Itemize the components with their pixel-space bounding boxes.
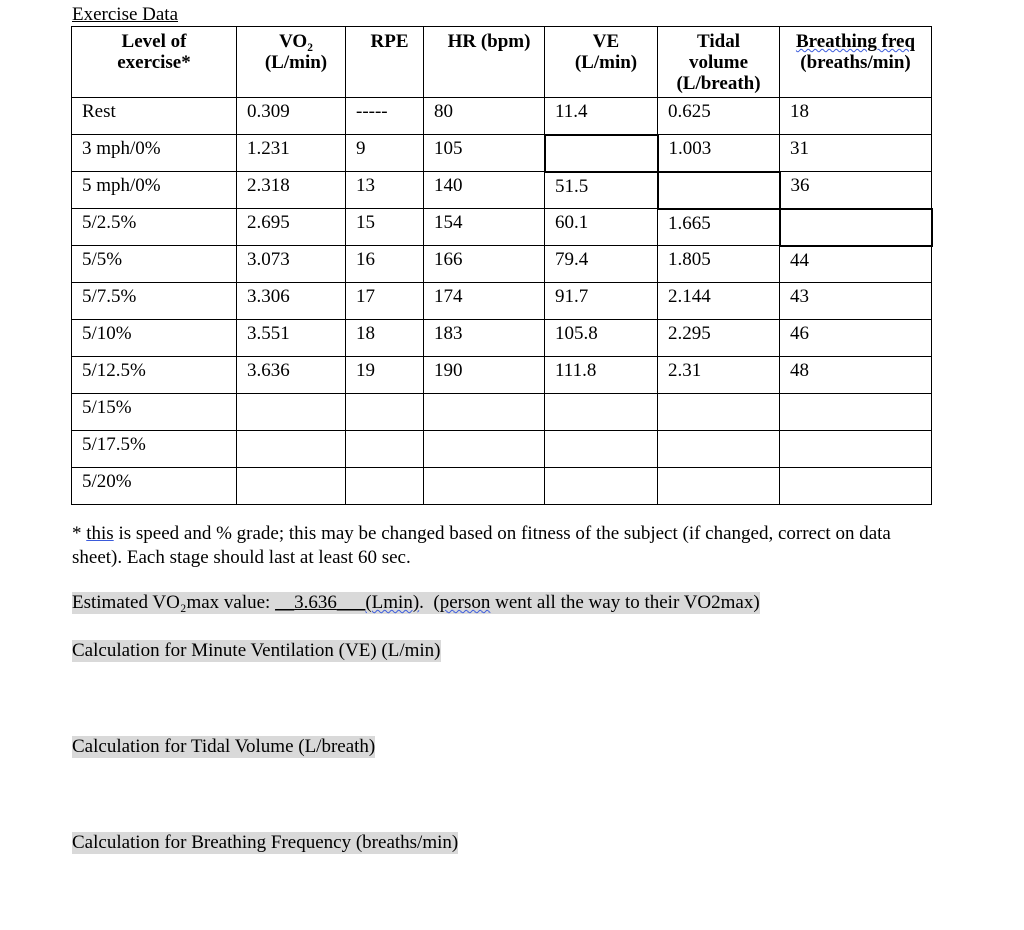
data-cell[interactable]: 183 [424, 320, 545, 357]
data-cell[interactable]: 2.695 [237, 209, 346, 246]
table-header-row [72, 27, 932, 98]
data-cell[interactable] [237, 394, 346, 431]
table-row [72, 246, 932, 283]
header-breathing-freq: Breathing freq (breaths/min) [780, 27, 932, 98]
exercise-level-cell: 5/2.5% [72, 209, 237, 246]
data-cell[interactable]: 31 [780, 135, 932, 172]
data-cell[interactable] [658, 172, 780, 209]
data-cell[interactable] [346, 468, 424, 505]
data-cell[interactable] [780, 468, 932, 505]
data-cell[interactable] [780, 209, 932, 246]
data-cell[interactable]: 91.7 [545, 283, 658, 320]
data-cell[interactable]: 36 [780, 172, 932, 209]
exercise-level-cell: 5/5% [72, 246, 237, 283]
table-row [72, 431, 932, 468]
exercise-level-cell: 5/20% [72, 468, 237, 505]
exercise-level-cell: 5/7.5% [72, 283, 237, 320]
data-cell[interactable]: 17 [346, 283, 424, 320]
table-row [72, 98, 932, 135]
data-cell[interactable]: 48 [780, 357, 932, 394]
exercise-level-cell: 5/15% [72, 394, 237, 431]
vo2max-line: Estimated VO₂max value: __3.636___(Lmin). (person went all the way to their VO2max) [72, 592, 760, 613]
table-row [72, 320, 932, 357]
data-cell[interactable]: 46 [780, 320, 932, 357]
calc-tidal-volume-heading: Calculation for Tidal Volume (L/breath) [72, 736, 376, 757]
data-cell[interactable]: 3.551 [237, 320, 346, 357]
data-cell[interactable] [658, 468, 780, 505]
header-hr: HR (bpm) [424, 27, 545, 98]
data-cell[interactable] [545, 431, 658, 468]
data-cell[interactable]: 15 [346, 209, 424, 246]
table-footnote: * this is speed and % grade; this may be changed based on fitness of the subject (if changed, correct on data sheet). Each stage should last at least 60 sec. [72, 523, 891, 568]
exercise-data-table [71, 26, 933, 505]
data-cell[interactable]: 1.003 [658, 135, 780, 172]
data-cell[interactable] [237, 431, 346, 468]
data-cell[interactable]: 140 [424, 172, 545, 209]
table-row [72, 357, 932, 394]
data-cell[interactable]: 44 [780, 246, 932, 283]
data-cell[interactable]: 9 [346, 135, 424, 172]
section-title: Exercise Data [72, 4, 179, 25]
data-cell[interactable]: 19 [346, 357, 424, 394]
data-cell[interactable] [545, 394, 658, 431]
data-cell[interactable] [346, 394, 424, 431]
data-cell[interactable]: 166 [424, 246, 545, 283]
data-cell[interactable] [780, 431, 932, 468]
header-level: Level of exercise* [72, 27, 237, 98]
data-cell[interactable]: 1.231 [237, 135, 346, 172]
data-cell[interactable] [658, 394, 780, 431]
data-cell[interactable]: 190 [424, 357, 545, 394]
data-cell[interactable]: 16 [346, 246, 424, 283]
exercise-level-cell: 5/17.5% [72, 431, 237, 468]
data-cell[interactable]: 154 [424, 209, 545, 246]
data-cell[interactable]: ----- [346, 98, 424, 135]
data-cell[interactable]: 13 [346, 172, 424, 209]
data-cell[interactable]: 105 [424, 135, 545, 172]
data-cell[interactable] [424, 431, 545, 468]
exercise-level-cell: Rest [72, 98, 237, 135]
data-cell[interactable]: 1.805 [658, 246, 780, 283]
table-row [72, 283, 932, 320]
header-tidal-volume: Tidal volume (L/breath) [658, 27, 780, 98]
data-cell[interactable] [424, 468, 545, 505]
data-cell[interactable]: 79.4 [545, 246, 658, 283]
header-rpe: RPE [346, 27, 424, 98]
exercise-level-cell: 5/12.5% [72, 357, 237, 394]
exercise-level-cell: 3 mph/0% [72, 135, 237, 172]
data-cell[interactable] [780, 394, 932, 431]
data-cell[interactable] [658, 431, 780, 468]
data-cell[interactable]: 3.073 [237, 246, 346, 283]
table-row [72, 394, 932, 431]
data-cell[interactable]: 174 [424, 283, 545, 320]
data-cell[interactable]: 2.144 [658, 283, 780, 320]
exercise-level-cell: 5/10% [72, 320, 237, 357]
data-cell[interactable]: 80 [424, 98, 545, 135]
data-cell[interactable] [545, 135, 658, 172]
data-cell[interactable]: 1.665 [658, 209, 780, 246]
table-row [72, 209, 932, 246]
data-cell[interactable] [346, 431, 424, 468]
data-cell[interactable]: 60.1 [545, 209, 658, 246]
data-cell[interactable] [545, 468, 658, 505]
vo2max-value[interactable]: __3.636___ [275, 592, 366, 613]
data-cell[interactable]: 105.8 [545, 320, 658, 357]
calc-ve-heading: Calculation for Minute Ventilation (VE) (L/min) [72, 640, 441, 661]
data-cell[interactable]: 2.31 [658, 357, 780, 394]
data-cell[interactable]: 11.4 [545, 98, 658, 135]
data-cell[interactable]: 51.5 [545, 172, 658, 209]
header-ve: VE (L/min) [545, 27, 658, 98]
data-cell[interactable]: 18 [346, 320, 424, 357]
table-body [72, 98, 932, 505]
data-cell[interactable]: 3.306 [237, 283, 346, 320]
calc-breathing-freq-heading: Calculation for Breathing Frequency (breaths/min) [72, 832, 459, 853]
data-cell[interactable] [424, 394, 545, 431]
table-row [72, 172, 932, 209]
table-row [72, 135, 932, 172]
data-cell[interactable]: 3.636 [237, 357, 346, 394]
data-cell[interactable]: 2.295 [658, 320, 780, 357]
data-cell[interactable]: 0.309 [237, 98, 346, 135]
data-cell[interactable] [237, 468, 346, 505]
exercise-level-cell: 5 mph/0% [72, 172, 237, 209]
table-row [72, 468, 932, 505]
header-vo2: VO₂ (L/min) [237, 27, 346, 98]
data-cell[interactable]: 111.8 [545, 357, 658, 394]
data-cell[interactable]: 43 [780, 283, 932, 320]
data-cell[interactable]: 18 [780, 98, 932, 135]
data-cell[interactable]: 2.318 [237, 172, 346, 209]
data-cell[interactable]: 0.625 [658, 98, 780, 135]
